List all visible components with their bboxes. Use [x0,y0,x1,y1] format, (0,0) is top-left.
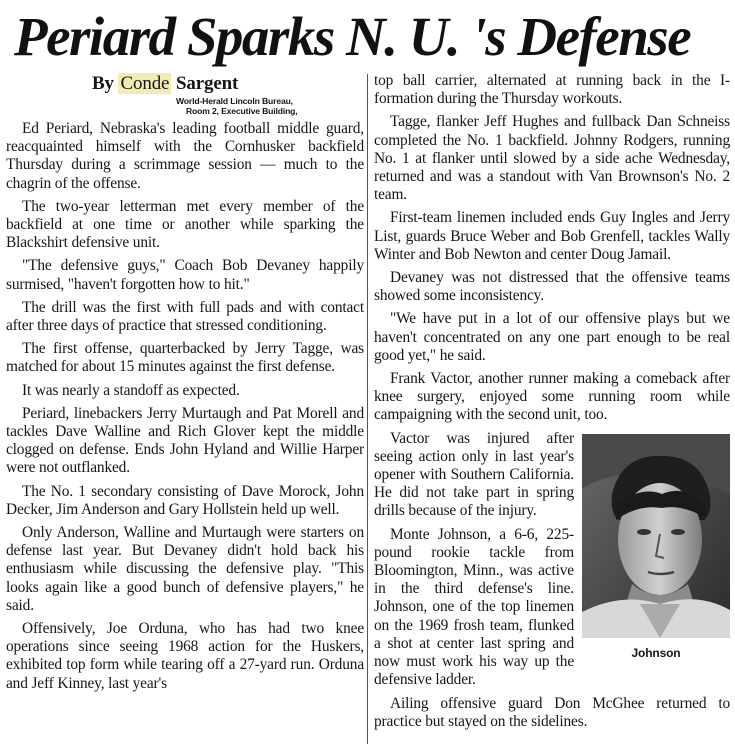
left-column [6,70,364,698]
headline: Periard Sparks N. U. 's Defense [14,6,691,67]
paragraph: The drill was the first with full pads and with contact after three days of practice that stressed conditioning. [6,298,364,335]
paragraph: Offensively, Joe Orduna, who has had two knee operations since seeing 1968 action for the Huskers, exhibited top form while tearing off a 27-yard run. Orduna and Jeff Kinney, last year's [6,620,364,692]
paragraph: "The defensive guys," Coach Bob Devaney happily surmised, "haven't forgotten how to hit." [6,257,364,293]
paragraph: The first offense, quarterbacked by Jerry Tagge, was matched for about 15 minutes against the first defense. [6,340,364,376]
photo-figure [582,434,730,662]
paragraph: Frank Vactor, another runner making a comeback after knee surgery, enjoyed some running room while campaigning with the second unit, too. [374,370,730,424]
paragraph: It was nearly a standoff as expected. [22,381,240,399]
column-rule [367,74,368,744]
bureau-line-2: Room 2, Executive Building, [186,106,298,116]
player-portrait-photo [582,434,730,638]
paragraph: The two-year letterman met every member of the backfield at one time or another while sparking the Blackshirt defensive unit. [6,197,364,252]
paragraph: Ailing offensive guard Don McGhee returned to practice but stayed on the sidelines. [374,694,730,730]
paragraph: Periard, linebackers Jerry Murtaugh and Pat Morell and tackles Dave Walline and Rich Glover kept the middle clogged on defense. Ends John Hyland and Willie Harper were not outflanked. [6,404,364,477]
byline-highlighted-name: Conde [120,73,170,94]
bureau-line-1: World-Herald Lincoln Bureau, [176,96,293,106]
right-column [374,72,730,736]
paragraph: Vactor was injured after seeing action only in last year's opener with Southern California. He did not take part in spring drills because of the injury. [374,429,574,520]
paragraph: First-team linemen included ends Guy Ingles and Jerry List, guards Bruce Weber and Bob Grenfell, tackles Wally Winter and Bob Newton and center Doug Jamail. [374,209,730,263]
paragraph: Only Anderson, Walline and Murtaugh were starters on defense last year. But Devaney didn't hold back his enthusiasm while discussing the defensive play. "This looks again like a good bunch of defensive players," he said. [6,524,364,614]
bureau-credit [6,96,364,116]
paragraph: top ball carrier, alternated at running back in the I-formation during the Thursday workouts. [374,72,730,108]
paragraph: Ed Periard, Nebraska's leading football middle guard, reacquainted himself with the Cornhusker backfield Thursday during a scrimmage session — much to the chagrin of the offense. [6,120,364,192]
paragraph: Tagge, flanker Jeff Hughes and fullback Dan Schneiss completed the No. 1 backfield. Johnny Rodgers, running No. 1 at flanker until slowed by a side ache Wednesday, returned and was a standout with Van Brownson's No. 2 team. [374,113,730,204]
paragraph: Monte Johnson, a 6-6, 225-pound rookie tackle from Bloomington, Minn., was active in the third defense's line. Johnson, one of the top linemen on the 1969 frosh team, flunked a shot at center last spring and now must work his way up the defensive ladder. [374,525,574,689]
photo-caption: Johnson [631,645,681,660]
byline-surname: Sargent [175,73,239,94]
byline-prefix: By [92,73,114,94]
paragraph: Devaney was not distressed that the offensive teams showed some inconsistency. [374,269,730,305]
paragraph: The No. 1 secondary consisting of Dave Morock, John Decker, Jim Anderson and Gary Hollstein held up well. [6,482,364,518]
paragraph: "We have put in a lot of our offensive plays but we haven't concentrated on any one part enough to be real good yet," he said. [374,310,730,364]
byline [6,72,364,96]
